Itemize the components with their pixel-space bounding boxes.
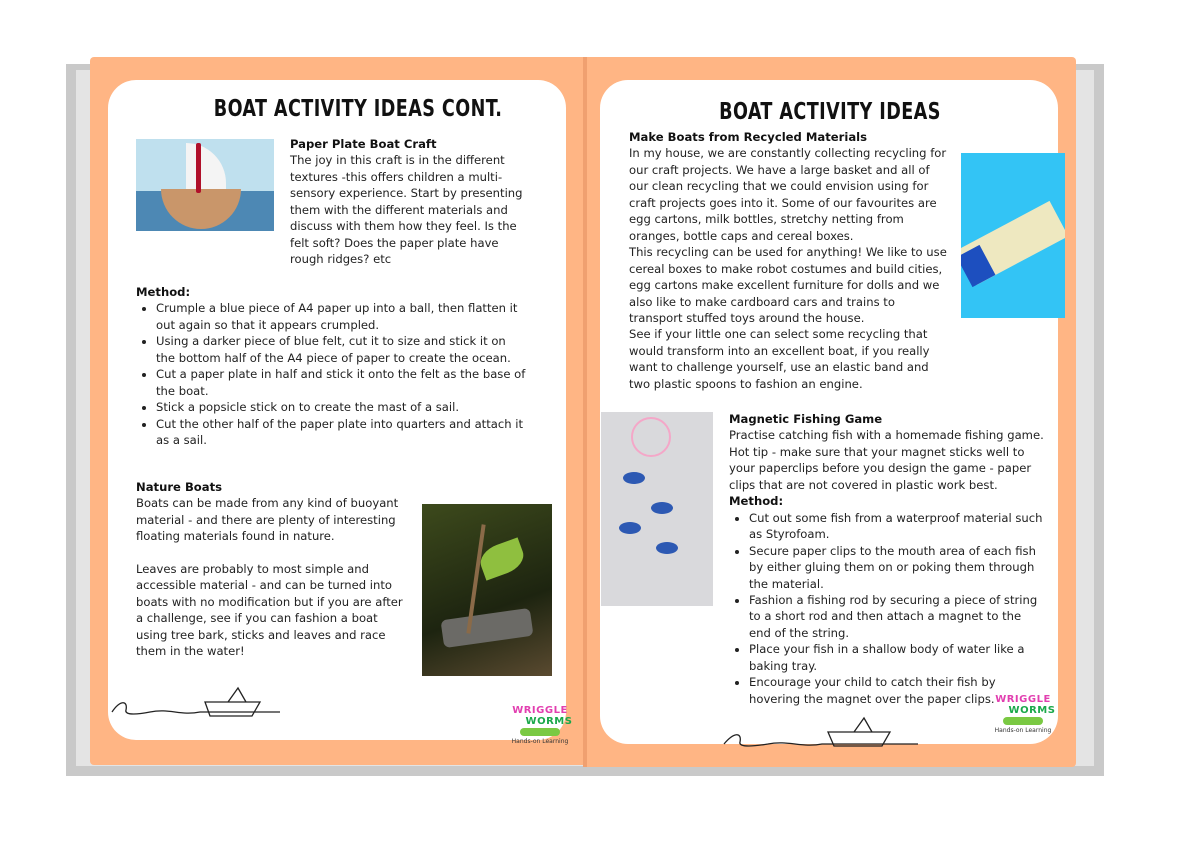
logo-line2: WORMS (525, 716, 573, 727)
method-step: • Cut out some fish from a waterproof material such as Styrofoam. (749, 510, 1044, 543)
method-step: • Cut a paper plate in half and stick it onto the felt as the base of the boat. (156, 366, 528, 399)
recycled-heading: Make Boats from Recycled Materials (629, 130, 868, 144)
book-spine (583, 57, 587, 767)
wriggle-worms-logo (507, 705, 573, 745)
nature-boats-p2: Leaves are probably to most simple and accessible material - and can be turned into boats with no modification but if you are after a challenge, see if you can fashion a boat using tree bark, sticks and leaves and race them in the water! (136, 561, 403, 659)
method-step: • Crumple a blue piece of A4 paper up into a ball, then flatten it out again so that it appears crumpled. (156, 300, 528, 333)
logo-tagline: Hands-on Learning (994, 727, 1052, 734)
method-step: • Fashion a fishing rod by securing a piece of string to a short rod and then attach a magnet to the end of the string. (749, 592, 1044, 641)
method-step: • Using a darker piece of blue felt, cut it to size and stick it on the bottom half of the A4 piece of paper to create the ocean. (156, 333, 528, 366)
left-page-title: BOAT ACTIVITY IDEAS CONT. (213, 96, 503, 122)
logo-line1: WRIGGLE (512, 705, 568, 716)
logo-line2: WORMS (1008, 705, 1056, 716)
nature-boats-p1: Boats can be made from any kind of buoyant material - and there are plenty of interesting floating materials found in nature. (136, 496, 399, 544)
paper-plate-heading: Paper Plate Boat Craft (290, 137, 437, 151)
right-page-title: BOAT ACTIVITY IDEAS (719, 99, 941, 125)
recycled-p3: See if your little one can select some recycling that would transform into an excellent boat, if you really want to challenge yourself, use an elastic band and two plastic spoons to fashion an engine. (629, 327, 930, 391)
fishing-section (729, 411, 1044, 707)
paper-plate-boat-image (136, 139, 274, 231)
method-section (136, 284, 528, 449)
recycled-boat-image (961, 153, 1065, 318)
nature-boats-heading: Nature Boats (136, 480, 223, 494)
method-heading: Method: (136, 285, 191, 299)
method-step: • Cut the other half of the paper plate into quarters and attach it as a sail. (156, 416, 528, 449)
recycled-p1: In my house, we are constantly collecting recycling for our craft projects. We have a large basket and all of our clean recycling that we could envision using for craft projects goes into it. Some of our favourites are egg cartons, milk bottles, stretchy netting from oranges, bottle caps and cereal boxes. (629, 146, 947, 243)
logo-tagline: Hands-on Learning (511, 738, 569, 745)
method-list (156, 300, 528, 448)
method-step: • Stick a popsicle stick on to create the mast of a sail. (156, 399, 528, 415)
paper-plate-section (290, 136, 525, 268)
method-step: • Encourage your child to catch their fish by hovering the magnet over the paper clips. (749, 674, 1044, 707)
fishing-body: Practise catching fish with a homemade fishing game. Hot tip - make sure that your magnet sticks well to your paperclips before you design the game - paper clips that are not covered in plastic work best. (729, 428, 1044, 492)
fishing-method-list (749, 510, 1044, 707)
nature-boats-section (136, 479, 404, 660)
method-step: • Place your fish in a shallow body of water like a baking tray. (749, 641, 1044, 674)
logo-line1: WRIGGLE (995, 694, 1051, 705)
wriggle-worms-logo (990, 694, 1056, 734)
nature-boat-image (422, 504, 552, 676)
method-step: • Secure paper clips to the mouth area of each fish by either gluing them on or poking them through the material. (749, 543, 1044, 592)
fishing-heading: Magnetic Fishing Game (729, 412, 883, 426)
paper-plate-body: The joy in this craft is in the different textures -this offers children a multi-sensory experience. Start by presenting them with the different materials and discuss with them how they feel. Is the felt soft? Does the paper plate have rough ridges? etc (290, 153, 523, 267)
recycled-section (629, 129, 951, 392)
paper-boat-doodle-icon (722, 716, 922, 752)
fishing-game-image (601, 412, 713, 606)
paper-boat-doodle-icon (110, 686, 285, 722)
recycled-p2: This recycling can be used for anything! We like to use cereal boxes to make robot costumes and build cities, egg cartons make excellent furniture for dolls and we also like to make cardboard cars and trains to transport stuffed toys around the house. (629, 245, 947, 325)
fishing-method-heading: Method: (729, 494, 784, 509)
